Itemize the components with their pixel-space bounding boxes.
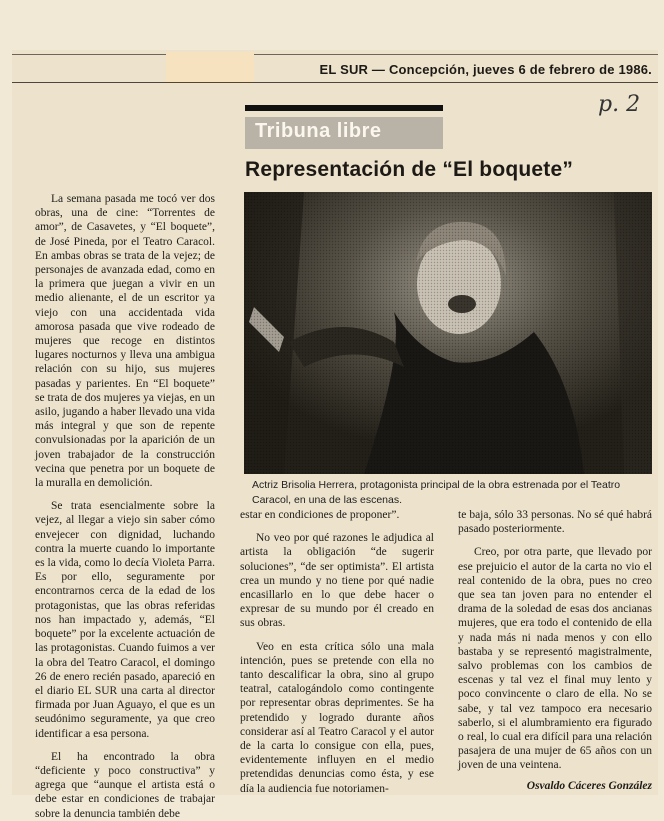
photo-caption: Actriz Brisolia Herrera, protagonista principal de la obra estrenada por el Teatro Caracol, en una de las escenas.	[252, 479, 621, 506]
top-border-line	[12, 54, 658, 55]
article-column-3	[458, 508, 652, 793]
section-label: Tribuna libre	[255, 120, 382, 142]
masthead: EL SUR — Concepción, jueves 6 de febrero de 1986.	[319, 62, 652, 77]
article-column-1	[35, 192, 215, 821]
paragraph: La semana pasada me tocó ver dos obras, una de cine: “Torrentes de amor”, de Casavetes, y “El boquete”, de José Pineda, por el Teatro Caracol. En ambas obras se trata de la vejez; de personajes de avanzada edad, como en la primera que juegan a vivir en un medio alienante, el de un escritor ya viejo con una accidentada vida amorosa pasada que vive rodeado de mujeres que recoge en distintos lugares nocturnos y lleva una ambigua relación con su hijo, sus mujeres pasadas y parientes. En “El boquete” se trata de dos mujeres ya viejas, en un asilo, jugando a haber llevado una vida más integral y que son de repente convulsionadas por la aparición de un joven trabajador de la construcción vecina que penetra por un boquete de la muralla en demolición.	[35, 193, 215, 490]
paragraph: Creo, por otra parte, que llevado por ese prejuicio el autor de la carta no vio el real contenido de la obra, pues no creo que sea tan joven para no entender el drama de la soledad de esas dos ancianas mujeres, que era todo el contenido de ella y nada más ni nada menos y con ello bastaba y se representó magistralmente, salvo problemas con los cambios de escenas y tal vez el final muy lento y poco convincente o claro de ella. No se sabe, y tal vez tampoco era necesario saberlo, si el alumbramiento era figurado o real, lo cual era difícil para una relación pasajera de una mujer de 65 años con un joven de una veintena.	[458, 546, 652, 772]
paragraph: Se trata esencialmente sobre la vejez, al llegar a viejo sin saber cómo envejecer con dignidad, luchando contra la muerte cuando lo importante es la vida, como lo decía Violeta Parra. Es por ello, seguramente por encontrarnos cerca de la edad de los protagonistas, que las obras referidas nos han impactado y, además, “El boquete” por la excelente actuación de las protagonistas. Cuando fuimos a ver la obra del Teatro Caracol, el domingo 26 de enero recién pasado, apareció en el diario EL SUR una carta al director firmada por Juan Aguayo, el que es un seudónimo seguramente, ya que creo identificar a esa persona.	[35, 500, 215, 740]
actress-photo	[244, 192, 652, 474]
halftone-screen	[244, 192, 652, 474]
paragraph: No veo por qué razones le adjudica al artista la obligación “de sugerir soluciones”, “de ser optimista”. El artista crea un mundo y no tiene por qué nadie encasillarlo en lo que debe hacer o expresar de su mundo por él creado en sus obras.	[240, 532, 434, 630]
paragraph: te baja, sólo 33 personas. No sé qué habrá pasado posteriormente.	[458, 509, 652, 536]
masthead-rule	[12, 82, 658, 83]
article-title: Representación de “El boquete”	[245, 158, 574, 181]
section-rule	[245, 105, 443, 111]
paragraph: Veo en esta crítica sólo una mala intención, pues se pretende con ella no tanto descalificar la obra, sino al grupo teatral, catalogándolo como contingente por representar obras deprimentes. Se ha pretendido y logrado durante años considerar así al Teatro Caracol y el autor de la carta lo consigue con ella, pues, evidentemente influyen en el medio pretendidas denuncias como ésta, y ese día la audiencia fue notoriamen-	[240, 640, 434, 795]
section-banner	[245, 117, 443, 149]
author-signature: Osvaldo Cáceres González	[526, 779, 652, 792]
paragraph: estar en condiciones de proponer”.	[240, 509, 400, 521]
article-column-2	[240, 508, 434, 796]
paper-tape	[166, 52, 254, 84]
paragraph: El ha encontrado la obra “deficiente y poco constructiva” y agrega que “aunque el artista está o debe estar en condiciones de trabajar sobre la denuncia también debe	[35, 750, 215, 820]
handwritten-page-note: p. 2	[598, 92, 641, 117]
